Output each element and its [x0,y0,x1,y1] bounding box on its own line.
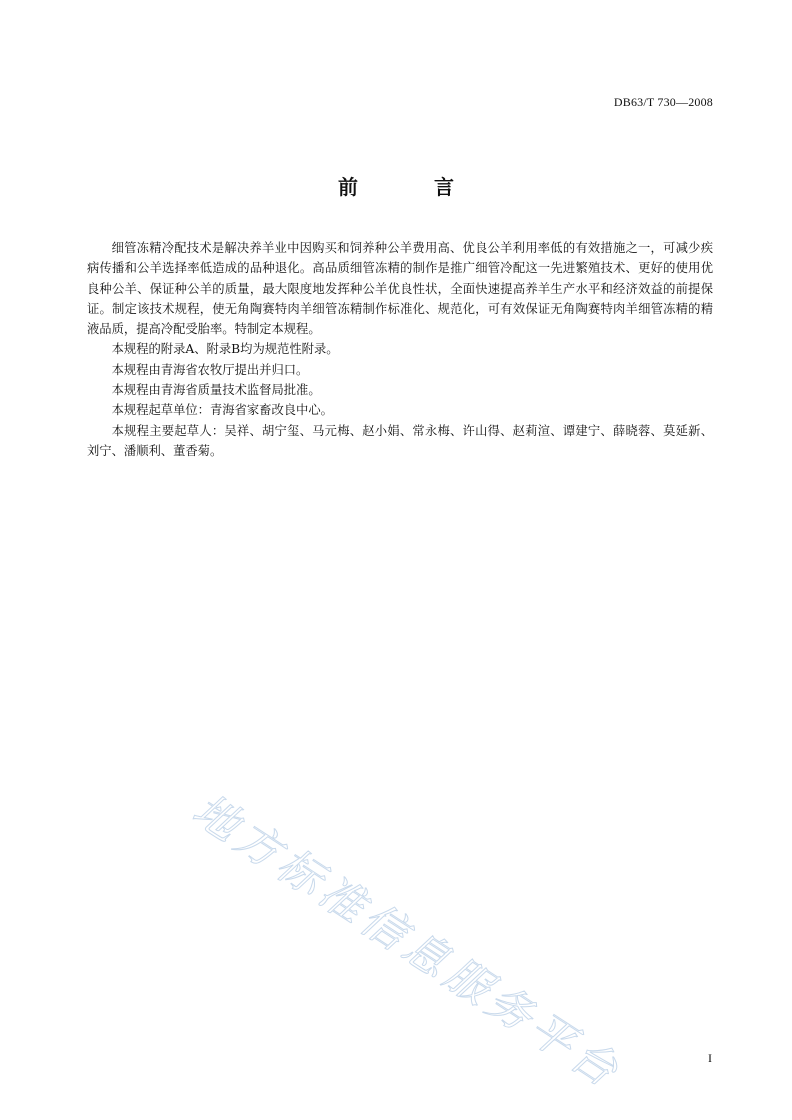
paragraph-drafting-unit: 本规程起草单位：青海省家畜改良中心。 [111,403,333,418]
paragraph-appendix: 本规程的附录A、附录B均为规范性附录。 [111,342,339,357]
standard-code: DB63/T 730—2008 [613,95,713,109]
paragraph-proposer: 本规程由青海省农牧厅提出并归口。 [111,362,309,377]
page-number: I [708,1051,712,1065]
watermark: 地方标准信息服务平台 [183,784,631,1100]
paragraph-drafters: 本规程主要起草人：吴祥、胡宁玺、马元梅、赵小娟、常永梅、许山得、赵莉渲、谭建宁、薛晓蓉、莫延新、刘宁、潘顺利、董香菊。 [87,423,713,458]
paragraph-intro: 细管冻精冷配技术是解决养羊业中因购买和饲养种公羊费用高、优良公羊利用率低的有效措施之一，可减少疾病传播和公羊选择率低造成的品种退化。高品质细管冻精的制作是推广细管冷配这一先进繁殖技术、更好的使用优良种公羊、保证种公羊的质量，最大限度地发挥种公羊优良性状，全面快速提高养羊生产水平和经济效益的前提保证。制定该技术规程，使无角陶赛特肉羊细管冻精制作标准化、规范化，可有效保证无角陶赛特肉羊细管冻精的精液品质，提高冷配受胎率。特制定本规程。 [87,241,713,337]
paragraph-approver: 本规程由青海省质量技术监督局批准。 [111,383,321,398]
foreword-body [87,238,713,461]
page-title: 前 言 [338,175,482,199]
